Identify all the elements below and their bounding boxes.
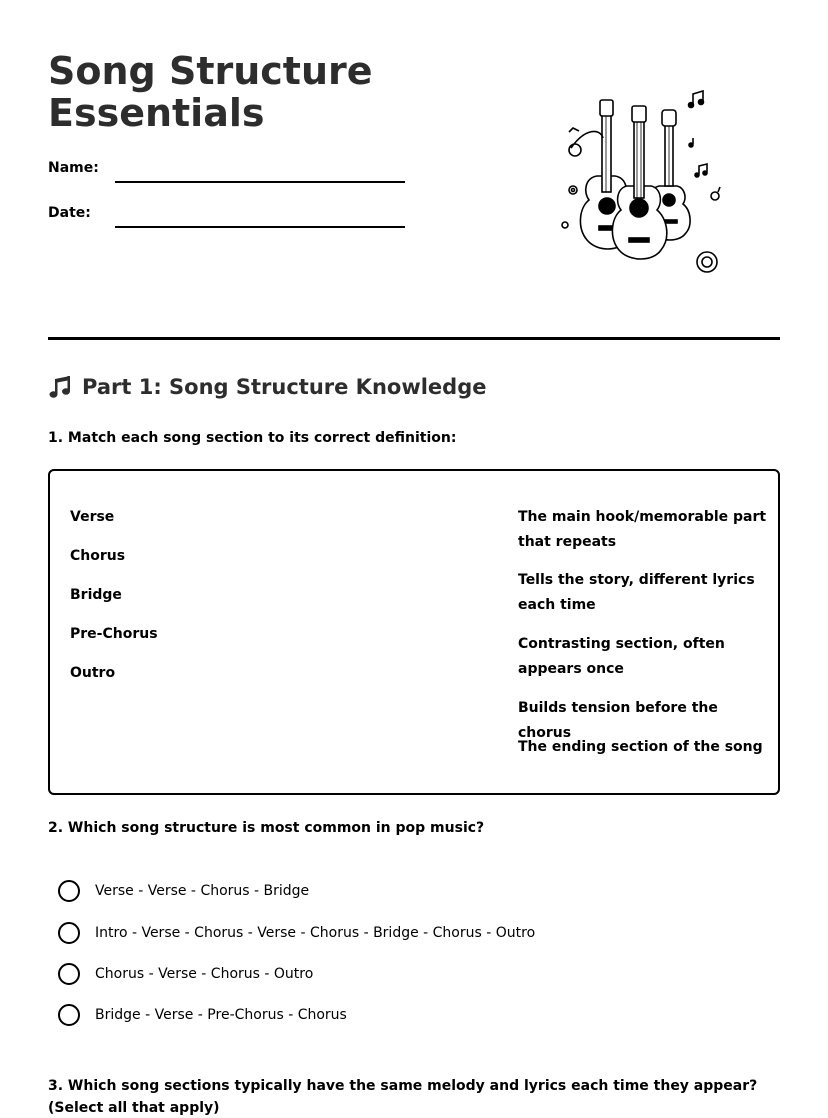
option-label: Intro - Verse - Chorus - Verse - Chorus - Bridge - Chorus - Outro	[95, 925, 536, 941]
radio-button[interactable]	[58, 922, 80, 944]
definition-item[interactable]: Contrasting section, often appears once	[518, 636, 725, 677]
option-label: Chorus - Verse - Chorus - Outro	[95, 966, 314, 982]
definition-item[interactable]: Builds tension before the chorus	[518, 700, 718, 741]
date-label: Date:	[48, 205, 91, 221]
name-field[interactable]	[115, 181, 405, 183]
definition-item[interactable]: The main hook/memorable part that repeats	[518, 509, 767, 550]
question-3: 3. Which song sections typically have the same melody and lyrics each time they appear? (Select all that apply)	[48, 1078, 758, 1116]
option-1[interactable]	[58, 880, 309, 902]
part1-heading	[48, 374, 487, 400]
option-label: Verse - Verse - Chorus - Bridge	[95, 883, 310, 899]
option-2[interactable]	[58, 922, 535, 944]
part1-heading-text: Part 1: Song Structure Knowledge	[82, 375, 487, 399]
date-field[interactable]	[115, 226, 405, 228]
question-1: 1. Match each song section to its correct definition:	[48, 430, 457, 446]
definition-item[interactable]: Tells the story, different lyrics each time	[518, 572, 755, 613]
name-label: Name:	[48, 160, 99, 176]
music-note-icon	[48, 374, 74, 400]
question-2: 2. Which song structure is most common in pop music?	[48, 820, 485, 836]
page-title: Song Structure Essentials	[48, 49, 373, 135]
option-3[interactable]	[58, 963, 313, 985]
option-4[interactable]	[58, 1004, 347, 1026]
definition-item[interactable]: The ending section of the song	[518, 739, 763, 755]
radio-button[interactable]	[58, 880, 80, 902]
term-pre-chorus[interactable]: Pre-Chorus	[70, 626, 158, 642]
guitars-music-notes-icon	[555, 88, 730, 278]
term-verse[interactable]: Verse	[70, 509, 115, 525]
radio-button[interactable]	[58, 1004, 80, 1026]
term-bridge[interactable]: Bridge	[70, 587, 122, 603]
section-divider	[48, 337, 780, 340]
term-chorus[interactable]: Chorus	[70, 548, 126, 564]
option-label: Bridge - Verse - Pre-Chorus - Chorus	[95, 1007, 347, 1023]
matching-box	[48, 469, 780, 795]
term-outro[interactable]: Outro	[70, 665, 116, 681]
radio-button[interactable]	[58, 963, 80, 985]
